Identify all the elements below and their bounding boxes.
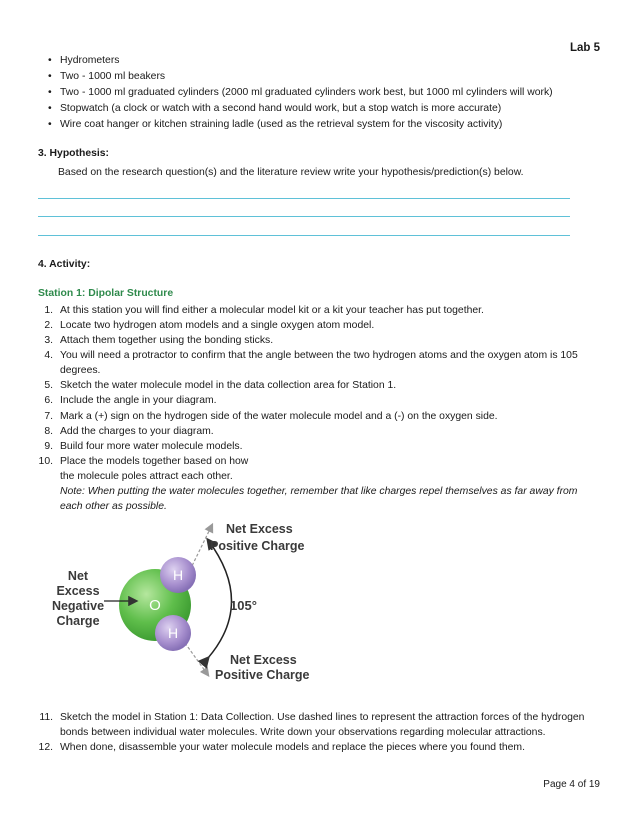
step-number: 6. [44,395,53,407]
step-item [38,710,593,740]
materials-list [48,53,553,133]
list-item: • Wire coat hanger or kitchen straining ladle (used as the retrieval system for the viscosity activity) [48,117,553,133]
step-number: 5. [44,380,53,392]
step-item [38,348,588,378]
step-text: Sketch the model in Station 1: Data Collection. Use dashed lines to represent the attraction forces of the hydrogen bonds between individual water molecules. Write down your observations regarding molecular attractions. [60,712,585,739]
step-text: Locate two hydrogen atom models and a single oxygen atom model. [60,320,375,332]
step-text: Build four more water molecule models. [60,440,243,452]
bottom-label: Positive Charge [215,668,310,682]
negative-label: Charge [56,614,100,628]
bottom-label: Net Excess [230,653,297,667]
hydrogen-symbol: H [167,625,179,641]
step-note: Note: When putting the water molecules together, remember that like charges repel themselves as far away from each other as possible. [60,485,578,513]
step-item [38,333,588,348]
step-number: 7. [44,410,53,422]
step-text: You will need a protractor to confirm that the angle between the two hydrogen atoms and the oxygen atom is 105 degrees. [60,350,578,377]
step-text: Mark a (+) sign on the hydrogen side of the water molecule model and a (-) on the oxygen side. [60,410,498,422]
step-text: Sketch the water molecule model in the data collection area for Station 1. [60,380,397,392]
step-text: Include the angle in your diagram. [60,395,217,407]
step-number: 11. [39,712,53,723]
angle-arc [208,540,232,658]
step-text: Place the models together based on how [60,455,249,467]
step-item [38,303,588,318]
answer-line[interactable] [38,216,570,217]
step-number: 4. [44,350,53,362]
step-text: Add the charges to your diagram. [60,425,214,437]
hydrogen-symbol: H [172,567,184,583]
page-number: Page 4 of 19 [543,779,600,790]
step-text: At this station you will find either a molecular model kit or a kit your teacher has put together. [60,305,484,316]
step-number: 9. [44,440,53,452]
list-item: • Two - 1000 ml graduated cylinders (2000 ml graduated cylinders work best, but 1000 ml cylinders will work) [48,85,553,101]
oxygen-symbol: O [149,597,161,614]
step-text: When done, disassemble your water molecule models and replace the pieces where you found them. [60,742,525,754]
negative-label: Net [67,569,89,583]
step-item [38,424,588,439]
dipole-line-top [190,525,212,570]
step-number: 2. [44,320,53,332]
negative-label: Excess [56,584,100,598]
step-item [38,409,588,424]
top-label: Positive Charge [210,539,305,553]
step-number: 1. [44,305,53,316]
lab-label: Lab 5 [569,42,600,54]
step-text: Attach them together using the bonding sticks. [60,335,274,347]
water-molecule-diagram [40,518,340,690]
answer-line[interactable] [38,235,570,236]
angle-label: 105° [230,598,257,613]
hypothesis-heading: 3. Hypothesis: [38,148,110,159]
hypothesis-instructions: Based on the research question(s) and the literature review write your hypothesis/prediction(s) below. [58,167,524,178]
step-number: 3. [44,335,53,347]
list-item: • Hydrometers [48,53,553,69]
top-label: Net Excess [226,522,293,536]
station-steps [38,303,588,514]
answer-line[interactable] [38,198,570,199]
negative-label: Negative [51,599,105,613]
station-title: Station 1: Dipolar Structure [38,288,174,299]
station-steps-continued [38,710,593,755]
step-number: 10. [38,455,53,467]
activity-heading: 4. Activity: [38,259,91,270]
step-item [38,318,588,333]
step-number: 8. [44,425,53,437]
step-item [38,740,593,755]
step-number: 12. [38,742,53,754]
step-text: the molecule poles attract each other. [60,470,233,482]
step-item [38,439,588,454]
step-item [38,378,588,393]
dipole-line-bottom [185,643,208,675]
step-item [38,393,588,408]
list-item: • Stopwatch (a clock or watch with a second hand would work, but a stop watch is more accurate) [48,101,553,117]
step-item [38,454,588,514]
list-item: • Two - 1000 ml beakers [48,69,553,85]
